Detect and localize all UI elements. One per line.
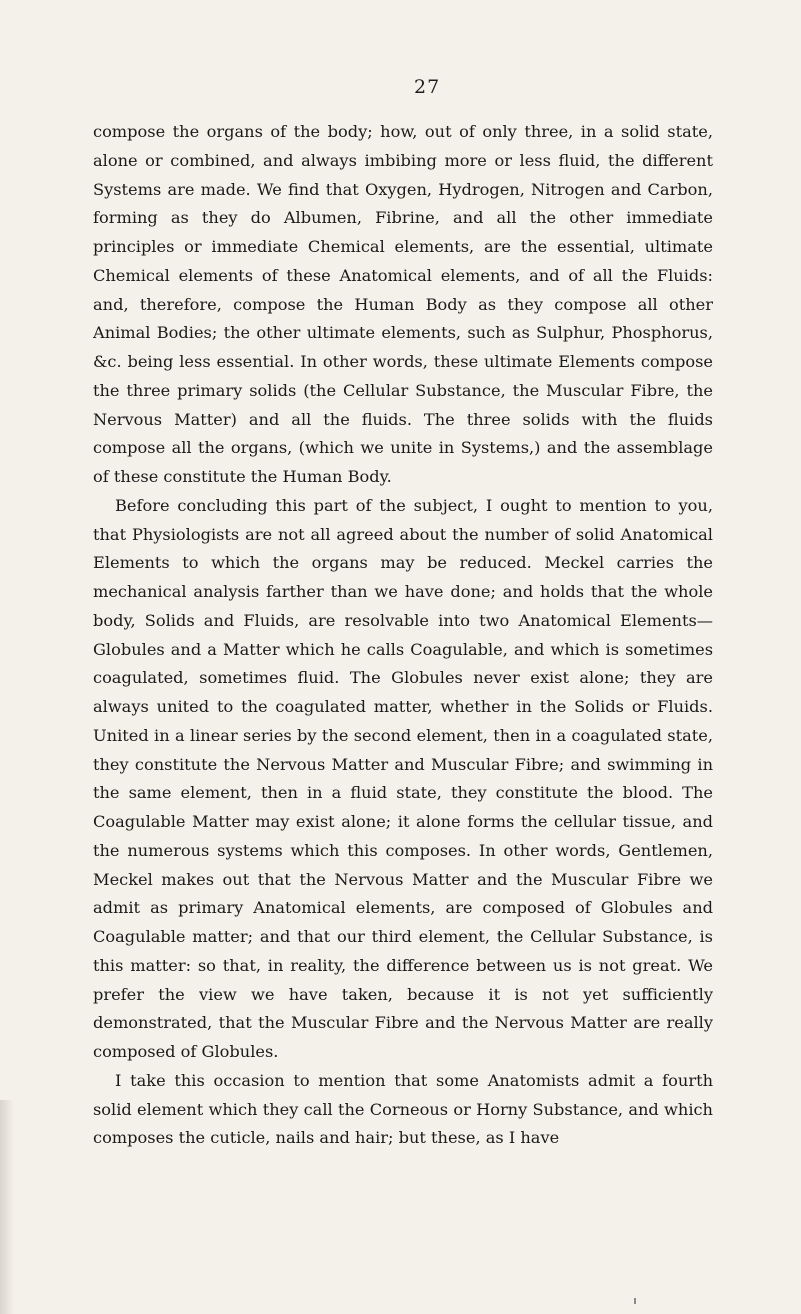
body-text [93, 118, 713, 1153]
page-edge-shadow [0, 1100, 14, 1314]
print-mark [634, 1298, 636, 1304]
paragraph-1: compose the organs of the body; how, out of only three, in a solid state, alone or combined, and always imbibing more or less fluid, the different Systems are made. We find that Oxygen, Hydrogen, Nitrogen and Carbon, forming as they do Albumen, Fibrine, and all the other immediate principles or immediate Chemical elements, are the essential, ultimate Chemical elements of these Anatomical elements, and of all the Fluids: and, therefore, compose the Human Body as they compose all other Animal Bodies; the other ultimate elements, such as Sulphur, Phosphorus, &c. being less essential. In other words, these ultimate Elements compose the three primary solids (the Cellular Substance, the Muscular Fibre, the Nervous Matter) and all the fluids. The three solids with the fluids compose all the organs, (which we unite in Systems,) and the assemblage of these constitute the Human Body. [93, 122, 713, 486]
paragraph-2: Before concluding this part of the subject, I ought to mention to you, that Physiologists are not all agreed about the number of solid Anatomical Elements to which the organs may be reduced. Meckel carries the mechanical analysis farther than we have done; and holds that the whole body, Solids and Fluids, are resolvable into two Anatomical Elements—Globules and a Matter which he calls Coagulable, and which is sometimes coagulated, sometimes fluid. The Globules never exist alone; they are always united to the coagulated matter, whether in the Solids or Fluids. United in a linear series by the second element, then in a coagulated state, they constitute the Nervous Matter and Muscular Fibre; and swimming in the same element, then in a fluid state, they constitute the blood. The Coagulable Matter may exist alone; it alone forms the cellular tissue, and the numerous systems which this composes. In other words, Gentlemen, Meckel makes out that the Nervous Matter and the Muscular Fibre we admit as primary Anatomical elements, are composed of Globules and Coagulable matter; and that our third element, the Cellular Substance, is this matter: so that, in reality, the difference between us is not great. We prefer the view we have taken, because it is not yet sufficiently demonstrated, that the Muscular Fibre and the Nervous Matter are really composed of Globules. [93, 495, 713, 1061]
page-number: 27 [414, 76, 441, 98]
paragraph-3: I take this occasion to mention that some Anatomists admit a fourth solid element which they call the Corneous or Horny Substance, and which composes the cuticle, nails and hair; but these, as I have [93, 1070, 713, 1148]
